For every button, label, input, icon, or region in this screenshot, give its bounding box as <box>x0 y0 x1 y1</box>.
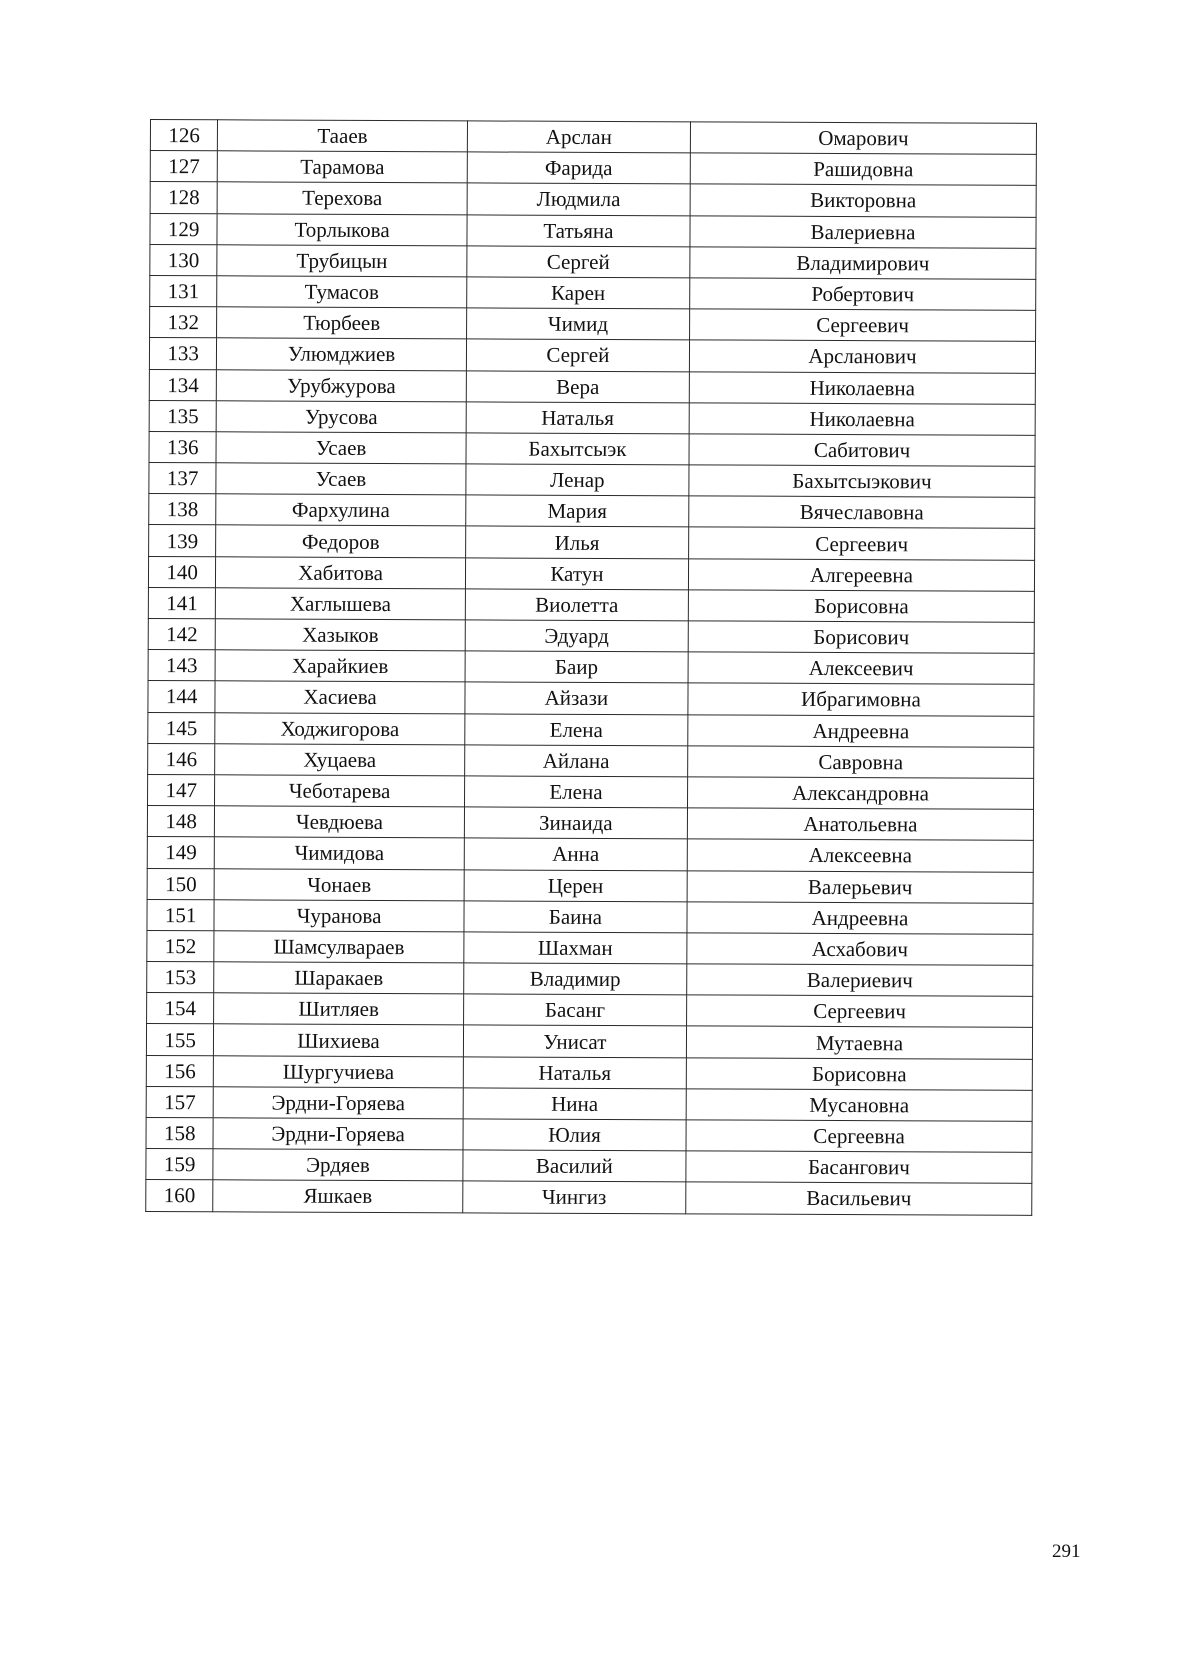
first-name-cell: Владимир <box>463 963 686 995</box>
table-row <box>147 837 1033 872</box>
last-name-cell: Тумасов <box>217 276 467 308</box>
table-row <box>148 618 1034 653</box>
last-name-cell: Федоров <box>216 525 466 557</box>
patronymic-cell: Сергеевич <box>690 309 1036 342</box>
first-name-cell: Карен <box>466 277 689 309</box>
first-name-cell: Унисат <box>463 1025 686 1057</box>
row-number-cell: 156 <box>146 1055 214 1086</box>
patronymic-cell: Ибрагимовна <box>688 683 1034 716</box>
last-name-cell: Урусова <box>217 400 467 432</box>
table-row <box>146 1117 1032 1152</box>
row-number-cell: 126 <box>150 120 218 151</box>
first-name-cell: Татьяна <box>467 214 690 246</box>
patronymic-cell: Андреевна <box>687 902 1033 935</box>
patronymic-cell: Савровна <box>688 746 1034 779</box>
row-number-cell: 135 <box>149 400 217 431</box>
first-name-cell: Наталья <box>463 1057 686 1089</box>
last-name-cell: Чонаев <box>214 868 464 900</box>
row-number-cell: 129 <box>150 213 218 244</box>
first-name-cell: Фарида <box>467 152 690 184</box>
table-row <box>149 463 1035 498</box>
last-name-cell: Шамсулвараев <box>214 931 464 963</box>
patronymic-cell: Николаевна <box>689 371 1035 404</box>
last-name-cell: Эрдяев <box>213 1149 463 1181</box>
row-number-cell: 134 <box>149 369 217 400</box>
patronymic-cell: Сергеевна <box>686 1120 1032 1153</box>
patronymic-cell: Борисович <box>688 621 1034 654</box>
first-name-cell: Василий <box>463 1150 686 1182</box>
row-number-cell: 142 <box>148 618 216 649</box>
first-name-cell: Чингиз <box>463 1181 686 1213</box>
table-row <box>148 681 1034 716</box>
last-name-cell: Харайкиев <box>215 650 465 682</box>
table-row <box>150 275 1036 310</box>
patronymic-cell: Андреевна <box>688 714 1034 747</box>
page-number: 291 <box>1052 1541 1081 1562</box>
table-row <box>148 650 1034 685</box>
table-row <box>149 494 1035 529</box>
table-row <box>146 1086 1032 1121</box>
first-name-cell: Баир <box>465 651 688 683</box>
first-name-cell: Нина <box>463 1088 686 1120</box>
row-number-cell: 149 <box>147 837 215 868</box>
last-name-cell: Тюрбеев <box>217 307 467 339</box>
last-name-cell: Чевдюева <box>215 806 465 838</box>
last-name-cell: Шихиева <box>214 1024 464 1056</box>
row-number-cell: 152 <box>147 930 215 961</box>
patronymic-cell: Асхабович <box>687 933 1033 966</box>
patronymic-cell: Бахытсыэкович <box>689 465 1035 498</box>
patronymic-cell: Сабитович <box>689 434 1035 467</box>
table-row <box>150 182 1036 217</box>
last-name-cell: Трубицын <box>217 245 467 277</box>
patronymic-cell: Борисовна <box>688 590 1034 623</box>
first-name-cell: Елена <box>465 713 688 745</box>
patronymic-cell: Николаевна <box>689 403 1035 436</box>
last-name-cell: Эрдни-Горяева <box>213 1118 463 1150</box>
last-name-cell: Эрдни-Горяева <box>214 1087 464 1119</box>
patronymic-cell: Анатольевна <box>687 808 1033 841</box>
table-row <box>149 431 1035 466</box>
first-name-cell: Зинаида <box>464 807 687 839</box>
table-row <box>150 213 1036 248</box>
row-number-cell: 145 <box>148 712 216 743</box>
last-name-cell: Усаев <box>216 432 466 464</box>
table-row <box>148 556 1034 591</box>
table-row <box>148 712 1034 747</box>
patronymic-cell: Сергеевич <box>687 995 1033 1028</box>
row-number-cell: 128 <box>150 182 218 213</box>
first-name-cell: Арслан <box>467 121 690 153</box>
first-name-cell: Ленар <box>466 464 689 496</box>
last-name-cell: Чимидова <box>215 837 465 869</box>
first-name-cell: Басанг <box>463 994 686 1026</box>
row-number-cell: 157 <box>146 1086 214 1117</box>
table-row <box>150 307 1036 342</box>
first-name-cell: Мария <box>466 495 689 527</box>
table-row <box>147 806 1033 841</box>
patronymic-cell: Вячеславовна <box>689 496 1035 529</box>
row-number-cell: 132 <box>150 307 218 338</box>
row-number-cell: 151 <box>147 899 215 930</box>
table-row <box>146 1180 1032 1215</box>
patronymic-cell: Викторовна <box>690 184 1036 217</box>
last-name-cell: Шургучиева <box>214 1055 464 1087</box>
last-name-cell: Хуцаева <box>215 744 465 776</box>
last-name-cell: Торлыкова <box>217 213 467 245</box>
first-name-cell: Наталья <box>466 402 689 434</box>
patronymic-cell: Омарович <box>690 122 1036 155</box>
patronymic-cell: Рашидовна <box>690 153 1036 186</box>
first-name-cell: Юлия <box>463 1119 686 1151</box>
row-number-cell: 158 <box>146 1117 214 1148</box>
row-number-cell: 154 <box>147 993 215 1024</box>
row-number-cell: 147 <box>148 774 216 805</box>
first-name-cell: Катун <box>465 558 688 590</box>
table-row <box>146 1149 1032 1184</box>
table-row <box>150 244 1036 279</box>
name-list-table <box>145 119 1037 1215</box>
last-name-cell: Терехова <box>217 182 467 214</box>
patronymic-cell: Робертович <box>690 278 1036 311</box>
row-number-cell: 131 <box>150 275 218 306</box>
row-number-cell: 144 <box>148 681 216 712</box>
first-name-cell: Баина <box>464 901 687 933</box>
first-name-cell: Айзази <box>465 682 688 714</box>
name-list-body <box>146 120 1037 1215</box>
first-name-cell: Шахман <box>464 932 687 964</box>
first-name-cell: Илья <box>465 526 688 558</box>
patronymic-cell: Васильевич <box>686 1182 1032 1215</box>
row-number-cell: 148 <box>147 806 215 837</box>
table-row <box>150 151 1036 186</box>
patronymic-cell: Александровна <box>688 777 1034 810</box>
row-number-cell: 141 <box>148 587 216 618</box>
table-row <box>147 868 1033 903</box>
first-name-cell: Церен <box>464 869 687 901</box>
patronymic-cell: Мусановна <box>686 1089 1032 1122</box>
last-name-cell: Усаев <box>216 463 466 495</box>
last-name-cell: Шитляев <box>214 993 464 1025</box>
table-row <box>149 525 1035 560</box>
patronymic-cell: Мутаевна <box>686 1026 1032 1059</box>
patronymic-cell: Сергеевич <box>689 527 1035 560</box>
last-name-cell: Хабитова <box>216 556 466 588</box>
row-number-cell: 138 <box>149 494 217 525</box>
row-number-cell: 153 <box>147 962 215 993</box>
table-row <box>149 369 1035 404</box>
patronymic-cell: Борисовна <box>686 1057 1032 1090</box>
first-name-cell: Сергей <box>466 339 689 371</box>
last-name-cell: Чеботарева <box>215 775 465 807</box>
row-number-cell: 150 <box>147 868 215 899</box>
patronymic-cell: Владимирович <box>690 247 1036 280</box>
last-name-cell: Шаракаев <box>214 962 464 994</box>
patronymic-cell: Алексеевич <box>688 652 1034 685</box>
last-name-cell: Хазыков <box>216 619 466 651</box>
patronymic-cell: Басангович <box>686 1151 1032 1184</box>
patronymic-cell: Валериевич <box>687 964 1033 997</box>
table-row <box>147 962 1033 997</box>
first-name-cell: Анна <box>464 838 687 870</box>
first-name-cell: Бахытсыэк <box>466 433 689 465</box>
last-name-cell: Ходжигорова <box>215 712 465 744</box>
table-row <box>149 338 1035 373</box>
first-name-cell: Людмила <box>467 183 690 215</box>
table-row <box>150 120 1036 155</box>
last-name-cell: Фархулина <box>216 494 466 526</box>
table-row <box>146 1055 1032 1090</box>
first-name-cell: Виолетта <box>465 589 688 621</box>
first-name-cell: Чимид <box>466 308 689 340</box>
table-row <box>147 993 1033 1028</box>
row-number-cell: 143 <box>148 650 216 681</box>
row-number-cell: 140 <box>148 556 216 587</box>
patronymic-cell: Валерьевич <box>687 870 1033 903</box>
table-row <box>149 400 1035 435</box>
row-number-cell: 160 <box>146 1180 214 1211</box>
last-name-cell: Тарамова <box>218 151 468 183</box>
last-name-cell: Тааев <box>218 120 468 152</box>
row-number-cell: 127 <box>150 151 218 182</box>
table-row <box>148 774 1034 809</box>
table-row <box>148 743 1034 778</box>
patronymic-cell: Алгереевна <box>688 558 1034 591</box>
last-name-cell: Чуранова <box>214 899 464 931</box>
last-name-cell: Улюмджиев <box>217 338 467 370</box>
row-number-cell: 137 <box>149 463 217 494</box>
first-name-cell: Айлана <box>464 745 687 777</box>
table-row <box>146 1024 1032 1059</box>
patronymic-cell: Алексеевна <box>687 839 1033 872</box>
row-number-cell: 159 <box>146 1149 214 1180</box>
row-number-cell: 130 <box>150 244 218 275</box>
table-row <box>147 930 1033 965</box>
first-name-cell: Сергей <box>467 246 690 278</box>
table-row <box>148 587 1034 622</box>
last-name-cell: Урубжурова <box>217 369 467 401</box>
row-number-cell: 146 <box>148 743 216 774</box>
row-number-cell: 136 <box>149 431 217 462</box>
patronymic-cell: Валериевна <box>690 215 1036 248</box>
row-number-cell: 139 <box>149 525 217 556</box>
first-name-cell: Елена <box>464 776 687 808</box>
first-name-cell: Вера <box>466 370 689 402</box>
patronymic-cell: Арсланович <box>689 340 1035 373</box>
row-number-cell: 133 <box>149 338 217 369</box>
last-name-cell: Яшкаев <box>213 1180 463 1212</box>
last-name-cell: Хасиева <box>215 681 465 713</box>
table-row <box>147 899 1033 934</box>
row-number-cell: 155 <box>146 1024 214 1055</box>
last-name-cell: Хаглышева <box>216 588 466 620</box>
first-name-cell: Эдуард <box>465 620 688 652</box>
